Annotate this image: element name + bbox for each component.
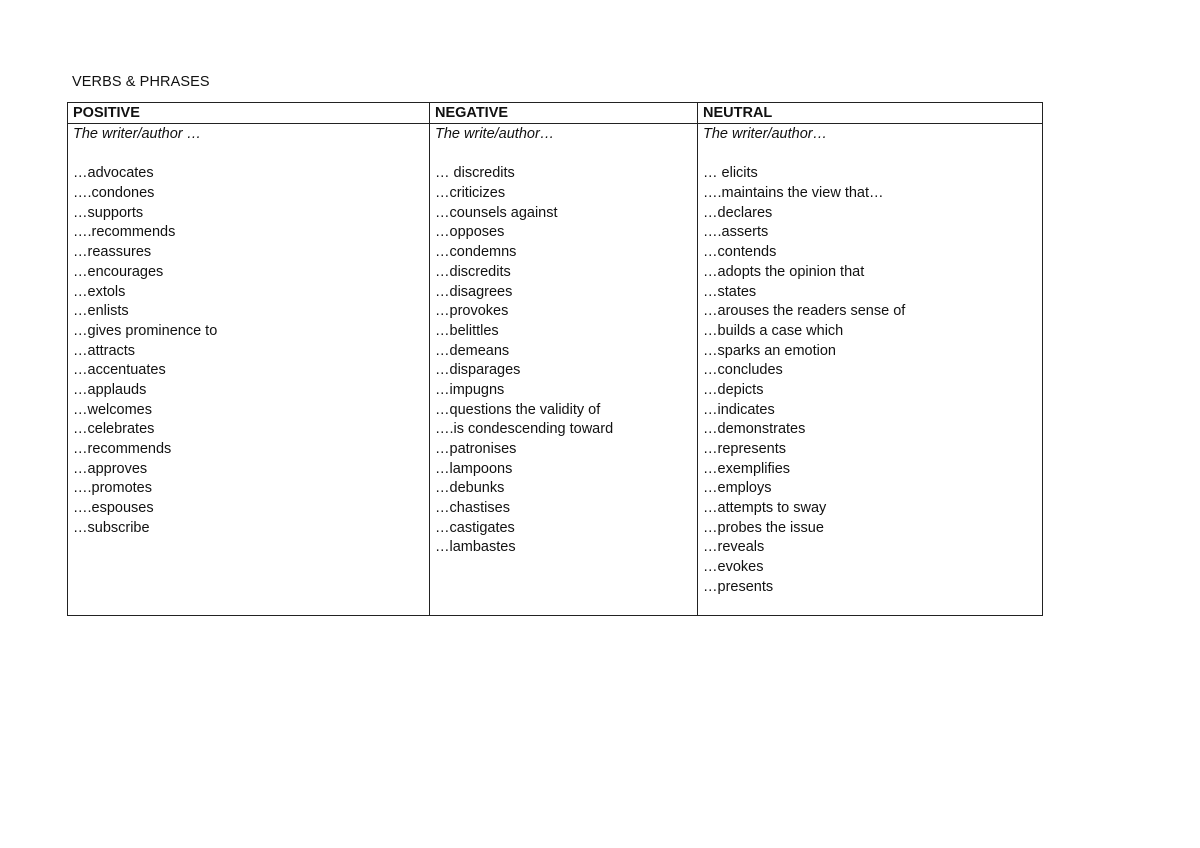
list-item: …evokes (703, 559, 764, 576)
list-item: …attracts (73, 342, 136, 359)
list-item: …indicates (703, 401, 775, 418)
list-item: …discredits (435, 263, 511, 280)
list-item: …lambastes (435, 539, 516, 556)
list-item: … elicits (703, 165, 758, 182)
list-item: …employs (703, 480, 772, 497)
header-positive: POSITIVE (68, 103, 430, 124)
list-item: …subscribe (73, 519, 150, 536)
list-item: …approves (73, 460, 148, 477)
list-item: ….espouses (73, 500, 154, 517)
document-title: VERBS & PHRASES (72, 74, 210, 90)
list-item: …attempts to sway (703, 500, 827, 517)
list-item: …builds a case which (703, 322, 844, 339)
spacer (703, 145, 1037, 165)
list-item: ….is condescending toward (435, 421, 614, 438)
list-item: …accentuates (73, 362, 166, 379)
list-item: …demeans (435, 342, 510, 359)
list-item: …declares (703, 204, 773, 221)
header-negative: NEGATIVE (430, 103, 698, 124)
list-item: …impugns (435, 381, 505, 398)
list-item: …represents (703, 441, 787, 457)
list-item: ….recommends (73, 224, 176, 241)
list-item: …probes the issue (703, 519, 824, 536)
list-item: …disagrees (435, 283, 513, 300)
list-item: …recommends (73, 441, 172, 457)
list-item: …exemplifies (703, 460, 791, 477)
neutral-cell (698, 124, 1043, 616)
list-item: …debunks (435, 480, 505, 497)
list-item: ….condones (73, 185, 155, 202)
list-item: …gives prominence to (73, 322, 218, 339)
list-item: …provokes (435, 303, 509, 320)
list-item: …castigates (435, 519, 515, 536)
list-item: …adopts the opinion that (703, 263, 865, 280)
list-item: … discredits (435, 165, 515, 182)
list-item: …arouses the readers sense of (703, 303, 906, 320)
negative-intro: The write/author… (435, 126, 555, 142)
list-item: …sparks an emotion (703, 342, 836, 359)
list-item: …demonstrates (703, 421, 806, 438)
list-item: …condemns (435, 244, 517, 261)
list-item: …opposes (435, 224, 505, 241)
positive-cell (68, 124, 430, 616)
list-item: …criticizes (435, 185, 506, 202)
list-item: …belittles (435, 322, 499, 339)
list-item: …welcomes (73, 401, 152, 418)
list-item: …contends (703, 244, 777, 261)
negative-cell (430, 124, 698, 616)
list-item: …counsels against (435, 204, 558, 221)
list-item: …applauds (73, 381, 147, 398)
list-item: …depicts (703, 381, 764, 398)
list-item: …states (703, 283, 757, 300)
list-item: …enlists (73, 303, 129, 320)
list-item: ….asserts (703, 224, 769, 241)
spacer (435, 145, 692, 165)
list-item: ….promotes (73, 480, 152, 497)
list-item: …celebrates (73, 421, 155, 438)
spacer (73, 145, 424, 165)
neutral-list (703, 164, 1037, 597)
table-body-row (68, 124, 1043, 616)
positive-list (73, 164, 424, 538)
list-item: …supports (73, 204, 144, 221)
verbs-phrases-table (67, 102, 1043, 616)
table-header-row (68, 103, 1043, 124)
list-item: …extols (73, 283, 126, 300)
list-item: ….maintains the view that… (703, 185, 884, 202)
list-item: …patronises (435, 441, 517, 457)
list-item: …reveals (703, 539, 765, 556)
neutral-intro: The writer/author… (703, 126, 828, 142)
positive-intro: The writer/author … (73, 126, 202, 142)
list-item: …lampoons (435, 460, 513, 477)
negative-list (435, 164, 692, 558)
list-item: …chastises (435, 500, 510, 517)
list-item: …advocates (73, 165, 154, 182)
list-item: …presents (703, 578, 774, 595)
list-item: …encourages (73, 263, 164, 280)
list-item: …disparages (435, 362, 521, 379)
list-item: …reassures (73, 244, 152, 261)
header-neutral: NEUTRAL (698, 103, 1043, 124)
list-item: …questions the validity of (435, 401, 601, 418)
list-item: …concludes (703, 362, 783, 379)
